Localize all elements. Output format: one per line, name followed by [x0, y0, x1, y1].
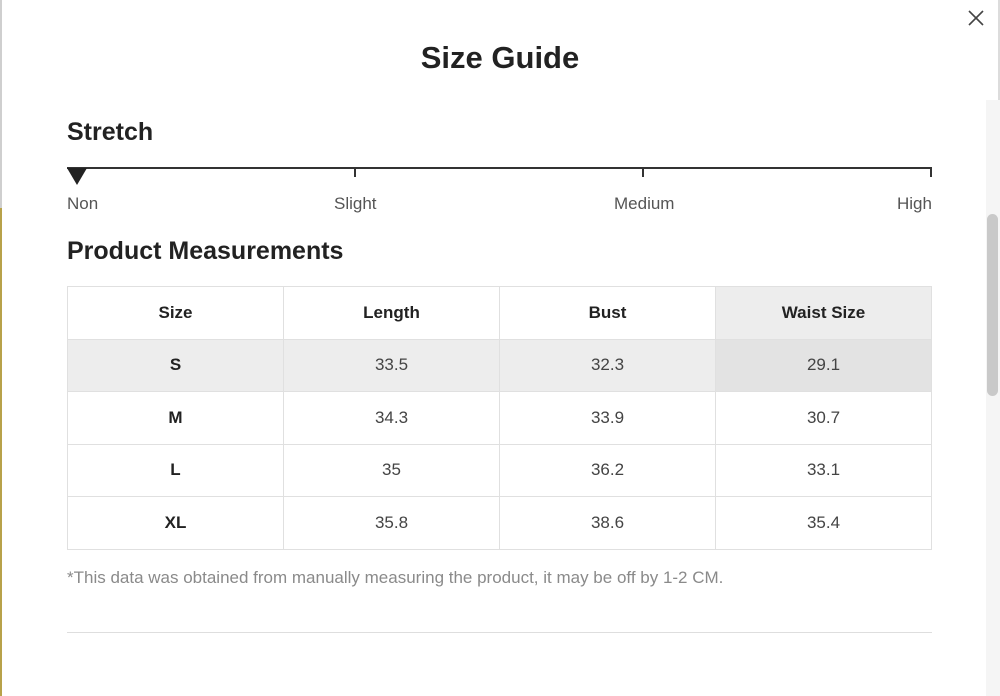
column-header-size: Size — [68, 287, 284, 340]
measurements-table — [67, 286, 932, 550]
table-row[interactable] — [68, 392, 932, 445]
bust-cell: 38.6 — [500, 497, 716, 550]
section-divider — [67, 632, 932, 633]
size-cell: L — [68, 444, 284, 497]
product-measurements-heading: Product Measurements — [67, 237, 344, 265]
length-cell: 33.5 — [284, 339, 500, 392]
waist-cell: 35.4 — [716, 497, 932, 550]
stretch-label-non: Non — [67, 194, 99, 213]
stretch-tick-slight — [354, 167, 356, 177]
length-cell: 35 — [284, 444, 500, 497]
scrollbar-thumb[interactable] — [987, 214, 998, 396]
table-header-row — [68, 287, 932, 340]
waist-cell: 33.1 — [716, 444, 932, 497]
stretch-label-slight: Slight — [334, 194, 377, 213]
bust-cell: 32.3 — [500, 339, 716, 392]
modal-title: Size Guide — [420, 40, 580, 75]
bust-cell: 36.2 — [500, 444, 716, 497]
stretch-label-high: High — [897, 194, 932, 213]
column-header-length: Length — [284, 287, 500, 340]
stretch-tick-high — [930, 167, 932, 177]
stretch-tick-medium — [642, 167, 644, 177]
length-cell: 34.3 — [284, 392, 500, 445]
size-cell: S — [68, 339, 284, 392]
table-row[interactable] — [68, 444, 932, 497]
bust-cell: 33.9 — [500, 392, 716, 445]
waist-cell: 30.7 — [716, 392, 932, 445]
column-header-bust: Bust — [500, 287, 716, 340]
waist-cell: 29.1 — [716, 339, 932, 392]
table-row[interactable] — [68, 497, 932, 550]
length-cell: 35.8 — [284, 497, 500, 550]
triangle-down-icon — [67, 168, 87, 185]
modal-content — [0, 100, 986, 696]
close-button[interactable] — [962, 4, 990, 32]
size-cell: XL — [68, 497, 284, 550]
table-row[interactable] — [68, 339, 932, 392]
size-cell: M — [68, 392, 284, 445]
scrollbar[interactable] — [986, 100, 1000, 696]
column-header-waist: Waist Size — [716, 287, 932, 340]
measurement-note: *This data was obtained from manually measuring the product, it may be off by 1-2 CM. — [67, 568, 724, 587]
stretch-heading: Stretch — [67, 118, 154, 146]
stretch-scale-line — [67, 167, 932, 169]
stretch-label-medium: Medium — [614, 194, 675, 213]
close-icon — [962, 4, 990, 32]
